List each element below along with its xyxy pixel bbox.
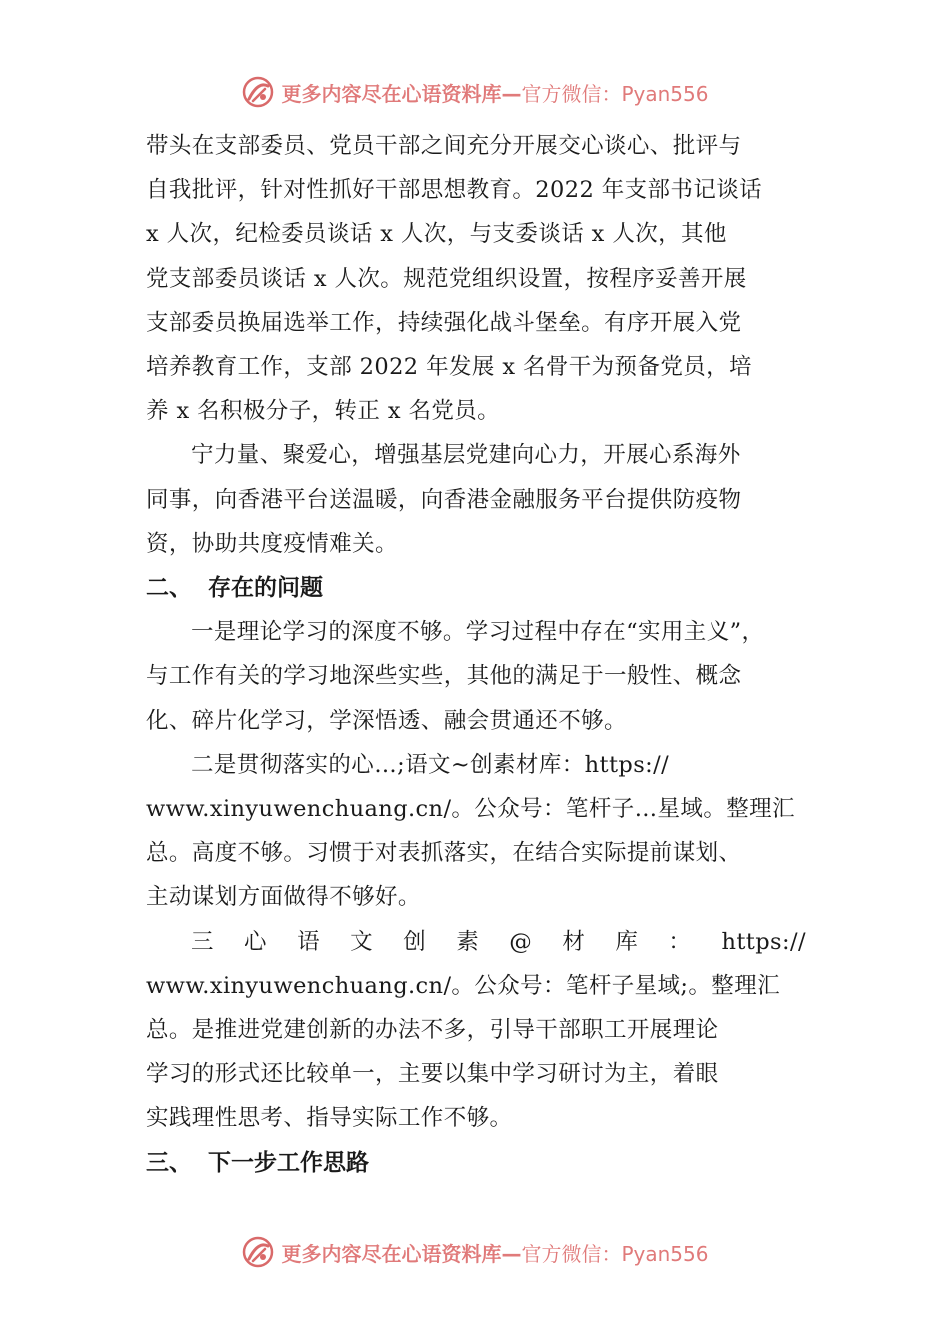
spread-line: 三 心 语 文 创 素 @ 材 库 ： https://	[191, 928, 806, 955]
seal-logo-icon	[241, 1235, 275, 1269]
paragraph-problem-two: 二是贯彻落实的心…;语文~创素材库：https:// www.xinyuwenchuang.cn/。公众号：笔杆子…星域。整理汇 总。高度不够。习惯于对表抓落实，在结合实际提前谋划、 主动谋划方面做得不够好。	[146, 751, 795, 911]
section-heading-problems: 二、 存在的问题	[146, 575, 323, 602]
paragraph-problem-three: 三 心 语 文 创 素 @ 材 库 ： https:// www.xinyuwenchuang.cn/。公众号：笔杆子星域;。整理汇 总。是推进党建创新的办法不多，引导干部职工开展理论 学习的形式还比较单一，主要以集中学习研讨为主，着眼 实践理性思考、指导实际工作不够。	[146, 920, 806, 1141]
seal-logo-icon	[241, 75, 275, 109]
section-heading-next-steps: 三、 下一步工作思路	[146, 1149, 369, 1176]
paragraph-problem-one: 一是理论学习的深度不够。学习过程中存在“实用主义”， 与工作有关的学习地深些实些，其他的满足于一般性、概念 化、碎片化学习，学深悟透、融会贯通还不够。	[146, 619, 765, 734]
banner-text: 更多内容尽在心语资料库—官方微信：Pyan556	[281, 81, 709, 106]
header-watermark-banner	[0, 72, 950, 112]
banner-text: 更多内容尽在心语资料库—官方微信：Pyan556	[281, 1241, 709, 1266]
paragraph-party-talks: 带头在支部委员、党员干部之间充分开展交心谈心、批评与 自我批评，针对性抓好干部思想教育。2022 年支部书记谈话 x 人次，纪检委员谈话 x 人次，与支委谈话 x 人次，其他 党支部委员谈话 x 人次。规范党组织设置，按程序妥善开展 支部委员换届选举工作，持续强化战斗堡垒。有序开展入党 培养教育工作，支部 2022 年发展 x 名骨干为预备党员，培 养 x 名积极分子，转正 x 名党员。	[146, 133, 763, 425]
document-body	[146, 124, 806, 1185]
paragraph-overseas-support: 宁力量、聚爱心，增强基层党建向心力，开展心系海外 同事，向香港平台送温暖，向香港金融服务平台提供防疫物 资，协助共度疫情难关。	[146, 442, 742, 557]
footer-watermark-banner	[0, 1232, 950, 1272]
